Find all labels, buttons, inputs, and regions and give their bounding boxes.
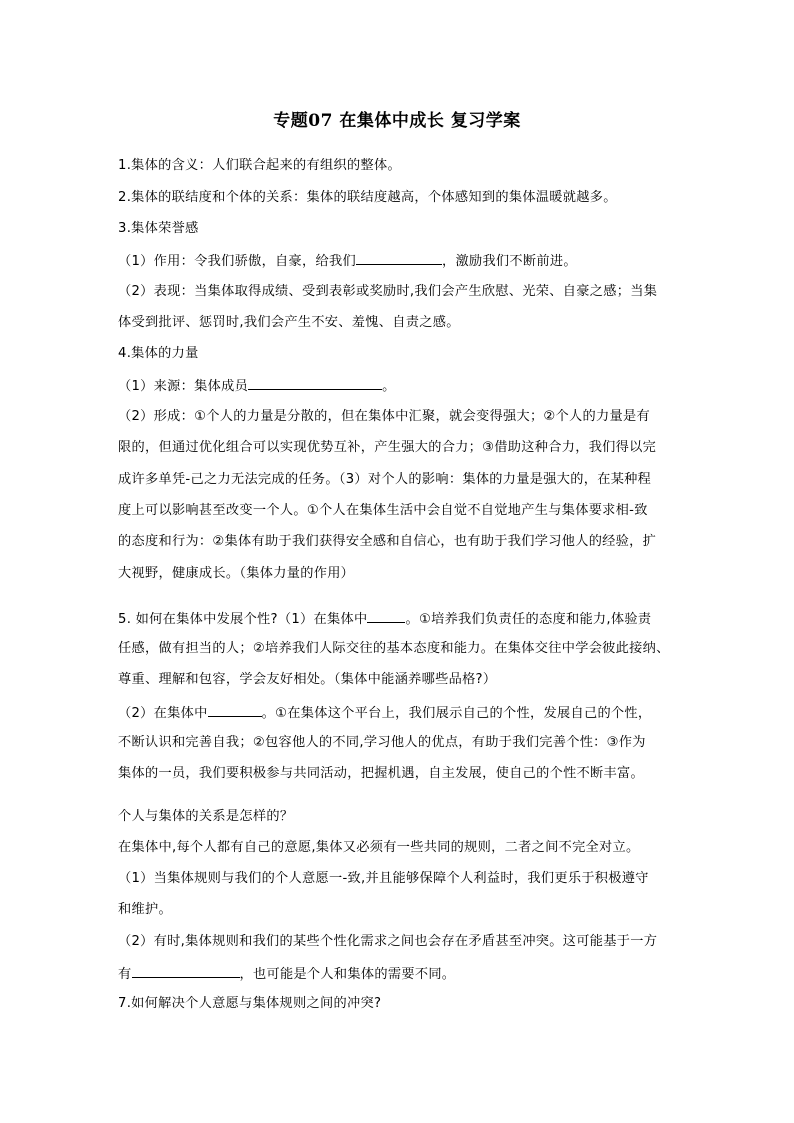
paragraph-line: 2.集体的联结度和个体的关系：集体的联结度越高，个体感知到的集体温暖就越多。 <box>118 190 617 205</box>
paragraph-line: 成许多单凭-己之力无法完成的任务。（3）对个人的影响：集体的力量是强大的，在某种程 <box>118 472 652 487</box>
section-heading: 3.集体荣誉感 <box>118 221 199 236</box>
line-text-before: （1）来源：集体成员 <box>118 379 249 394</box>
paragraph-line: 1.集体的含义：人们联合起来的有组织的整体。 <box>118 158 401 173</box>
page-title: 专题07 在集体中成长 复习学案 <box>273 111 521 131</box>
paragraph-line: （2）形成：①个人的力量是分散的，但在集体中汇聚，就会变得强大；②个人的力量是有 <box>118 409 650 424</box>
paragraph-line: 任感，做有担当的人；②培养我们人际交往的基本态度和能力。在集体交往中学会彼此接纳、 <box>118 641 670 656</box>
fill-in-blank[interactable] <box>208 703 262 717</box>
paragraph-line <box>118 964 678 984</box>
paragraph-line: 不断认识和完善自我；②包容他人的不同,学习他人的优点，有助于我们完善个性：③作为 <box>118 735 646 750</box>
line-text-before: （2）在集体中 <box>118 706 208 721</box>
paragraph-line: 在集体中,每个人都有自己的意愿,集体又必须有一些共同的规则，二者之间不完全对立。 <box>118 840 640 855</box>
line-text-after: 。①培养我们负责任的态度和能力,体验责 <box>405 612 652 627</box>
paragraph-line: （2）表现：当集体取得成绩、受到表彰或奖励时,我们会产生欣慰、光荣、自豪之感；当集 <box>118 284 658 299</box>
paragraph-line <box>118 703 678 723</box>
section-heading: 个人与集体的关系是怎样的？ <box>118 809 294 824</box>
fill-in-blank[interactable] <box>248 376 382 390</box>
fill-in-blank[interactable] <box>132 964 240 978</box>
paragraph-line: （2）有时,集体规则和我们的某些个性化需求之间也会存在矛盾甚至冲突。这可能基于一方 <box>118 934 658 949</box>
section-heading: 7.如何解决个人意愿与集体规则之间的冲突? <box>118 996 382 1011</box>
paragraph-line <box>118 376 678 396</box>
line-text-before: （1）作用：令我们骄傲，自豪，给我们 <box>118 254 356 269</box>
paragraph-line: 尊重、理解和包容，学会友好相处。（集体中能涵养哪些品格?） <box>118 672 497 687</box>
line-text-after: 。 <box>382 379 396 394</box>
paragraph-line: 体受到批评、惩罚时,我们会产生不安、羞愧、自责之感。 <box>118 315 460 330</box>
fill-in-blank[interactable] <box>356 251 442 265</box>
paragraph-line: 限的，但通过优化组合可以实现优势互补，产生强大的合力；③借助这种合力，我们得以完 <box>118 440 657 455</box>
line-text-before: 有 <box>118 967 132 982</box>
paragraph-line <box>118 251 678 271</box>
fill-in-blank[interactable] <box>367 609 405 623</box>
line-text-after: ，也可能是个人和集体的需要不同。 <box>239 967 456 982</box>
paragraph-line: （1）当集体规则与我们的个人意愿一-致,并且能够保障个人利益时，我们更乐于积极遵守 <box>118 871 649 886</box>
paragraph-line: 集体的一员，我们要积极参与共同活动，把握机遇，自主发展，使自己的个性不断丰富。 <box>118 766 645 781</box>
paragraph-line: 和维护。 <box>118 902 172 917</box>
paragraph-line <box>118 609 678 629</box>
paragraph-line: 度上可以影响甚至改变一个人。①个人在集体生活中会自觉不自觉地产生与集体要求相-致 <box>118 503 648 518</box>
paragraph-line: 的态度和行为：②集体有助于我们获得安全感和自信心，也有助于我们学习他人的经验，扩 <box>118 534 657 549</box>
line-text-before: 5. 如何在集体中发展个性?（1）在集体中 <box>118 612 368 627</box>
section-heading: 4.集体的力量 <box>118 346 199 361</box>
line-text-after: ，激励我们不断前进。 <box>441 254 577 269</box>
paragraph-line: 大视野，健康成长。（集体力量的作用） <box>118 566 355 581</box>
line-text-after: 。①在集体这个平台上，我们展示自己的个性，发展自己的个性， <box>261 706 652 721</box>
